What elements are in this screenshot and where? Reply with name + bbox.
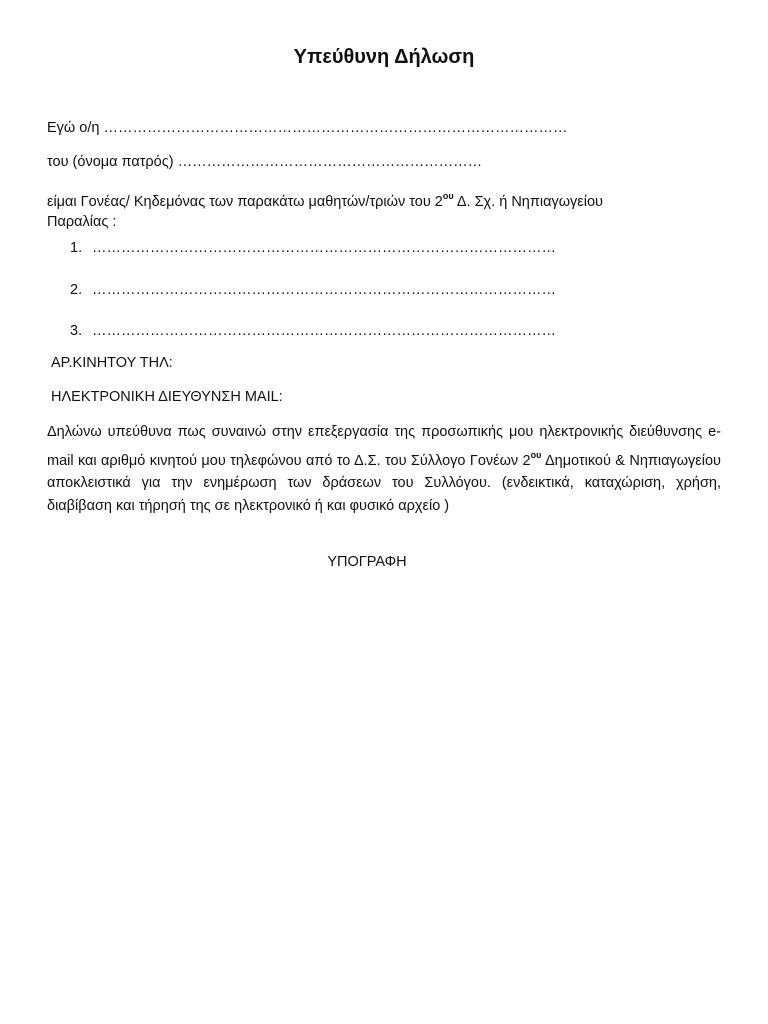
father-name-line: του (όνομα πατρός) ……………………………………………………… xyxy=(47,154,483,170)
phone-label: ΑΡ.ΚΙΝΗΤΟΥ ΤΗΛ: xyxy=(51,355,173,371)
student-line-3 xyxy=(70,323,556,339)
guardian-text-before: είμαι Γονέας/ Κηδεμόνας των παρακάτω μαθητών/τριών του 2 xyxy=(47,194,443,210)
signature-label: ΥΠΟΓΡΑΦΗ xyxy=(327,554,407,570)
declaration-superscript: ου xyxy=(530,449,542,460)
document-title: Υπεύθυνη Δήλωση xyxy=(293,46,475,68)
student-dots: …………………………………………………………………………………… xyxy=(92,323,556,339)
guardian-text-line2: Παραλίας : xyxy=(47,214,117,230)
consent-declaration xyxy=(47,421,721,517)
student-number: 1. xyxy=(70,240,83,256)
student-number: 2. xyxy=(70,282,83,298)
student-number: 3. xyxy=(70,323,83,339)
student-line-1 xyxy=(70,240,556,256)
declaration-part2: Δημοτικού & Νηπιαγωγείου αποκλειστικά για την ενημέρωση των δράσεων του Συλλόγου. (ενδεικτικά, καταχώριση, χρήση, διαβίβαση και τήρησή της σε ηλεκτρονικό ή και φυσικό αρχείο ) xyxy=(47,452,721,514)
guardian-superscript: ου xyxy=(442,191,454,201)
declaration-part1: Δηλώνω υπεύθυνα πως συναινώ στην επεξεργασία της προσωπικής μου ηλεκτρονικής διεύθυνσης e-mail και αριθμό κινητού μου τηλεφώνου από το Δ.Σ. του Σύλλογο Γονέων 2 xyxy=(47,424,721,469)
student-dots: …………………………………………………………………………………… xyxy=(92,282,556,298)
email-label: ΗΛΕΚΤΡΟΝΙΚΗ ΔΙΕΥΘΥΝΣΗ MAIL: xyxy=(51,389,283,405)
student-dots: …………………………………………………………………………………… xyxy=(92,240,556,256)
student-line-2 xyxy=(70,282,556,298)
name-line: Εγώ ο/η …………………………………………………………………………………… xyxy=(47,120,568,136)
guardian-text-after: Δ. Σχ. ή Νηπιαγωγείου xyxy=(453,194,603,210)
guardian-statement xyxy=(47,186,721,232)
